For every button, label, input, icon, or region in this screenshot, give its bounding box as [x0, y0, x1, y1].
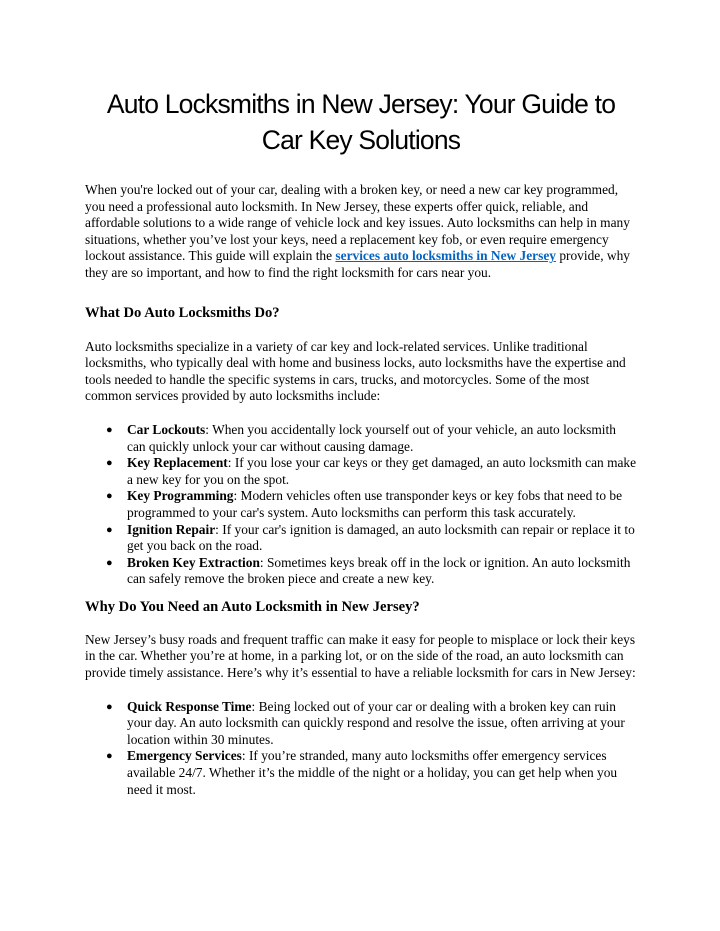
list-item [85, 422, 637, 455]
list-item-text: : When you accidentally lock yourself out of your vehicle, an auto locksmith can quickly unlock your car without causing damage. [127, 421, 616, 454]
list-item [85, 455, 637, 488]
list-item [85, 748, 637, 798]
list-item-text: : If you’re stranded, many auto locksmiths offer emergency services available 24/7. Whether it’s the middle of the night or a holiday, you can get help when you need it most. [127, 748, 618, 797]
intro-text-before-link: When you're locked out of your car, dealing with a broken key, or need a new car key programmed, you need a professional auto locksmith. In New Jersey, these experts offer quick, reliable, and affordable solutions to a wide range of vehicle lock and key issues. Auto locksmiths can help in many situations, whether you’ve lost your keys, need a replacement key fob, or even require emergency lockout assistance. This guide will explain the [85, 182, 630, 264]
list-item [85, 555, 637, 588]
list-item [85, 522, 637, 555]
bullet-icon: ● [106, 523, 113, 536]
list-item-term: Ignition Repair [127, 521, 216, 537]
bullet-icon: ● [106, 750, 113, 763]
bullet-icon: ● [106, 457, 113, 470]
list-item-term: Key Replacement [127, 455, 228, 471]
list-item-text: : Sometimes keys break off in the lock or ignition. An auto locksmith can safely remove the broken piece and create a new key. [127, 554, 631, 587]
bullet-icon: ● [106, 423, 113, 436]
services-link[interactable]: services auto locksmiths in New Jersey [335, 248, 556, 264]
list-item-text: : If your car's ignition is damaged, an auto locksmith can repair or replace it to get you back on the road. [127, 521, 635, 554]
list-item-text: : If you lose your car keys or they get damaged, an auto locksmith can make a new key for you on the spot. [127, 455, 637, 487]
list-item-term: Emergency Services [127, 748, 242, 764]
section-paragraph-what-do: Auto locksmiths specialize in a variety of car key and lock-related services. Unlike traditional locksmiths, who typically deal with home and business locks, auto locksmiths have the expertise and tools needed to handle the specific systems in cars, trucks, and motorcycles. Some of the most common services provided by auto locksmiths include: [85, 338, 626, 404]
list-item-text: : Being locked out of your car or dealing with a broken key can ruin your day. An auto locksmith can quickly respond and resolve the issue, often arriving at your location within 30 minutes. [127, 698, 625, 747]
intro-text-after-link: provide, why they are so important, and how to find the right locksmith for cars near you. [85, 248, 630, 280]
list-item-term: Broken Key Extraction [127, 554, 260, 570]
list-item-text: : Modern vehicles often use transponder keys or key fobs that need to be programmed to your car's system. Auto locksmiths can perform this task accurately. [127, 488, 623, 520]
list-item [85, 488, 637, 521]
reasons-list [85, 699, 637, 799]
bullet-icon: ● [106, 556, 113, 569]
document-page [85, 86, 637, 798]
list-item-term: Key Programming [127, 488, 234, 504]
services-list [85, 422, 637, 588]
section-heading-what-do: What Do Auto Locksmiths Do? [85, 304, 280, 321]
section-paragraph-why-need: New Jersey’s busy roads and frequent traffic can make it easy for people to misplace or lock their keys in the car. Whether you’re at home, in a parking lot, or on the side of the road, an auto locksmith can provide timely assistance. Here’s why it’s essential to have a reliable locksmith for cars in New Jersey: [85, 631, 636, 681]
bullet-icon: ● [106, 700, 113, 713]
bullet-icon: ● [106, 490, 113, 503]
intro-paragraph [85, 182, 637, 282]
list-item-term: Quick Response Time [127, 698, 252, 714]
list-item [85, 699, 637, 749]
section-heading-why-need: Why Do You Need an Auto Locksmith in New Jersey? [85, 598, 420, 615]
page-title: Auto Locksmiths in New Jersey: Your Guide to Car Key Solutions [106, 89, 616, 155]
list-item-term: Car Lockouts [127, 421, 206, 437]
